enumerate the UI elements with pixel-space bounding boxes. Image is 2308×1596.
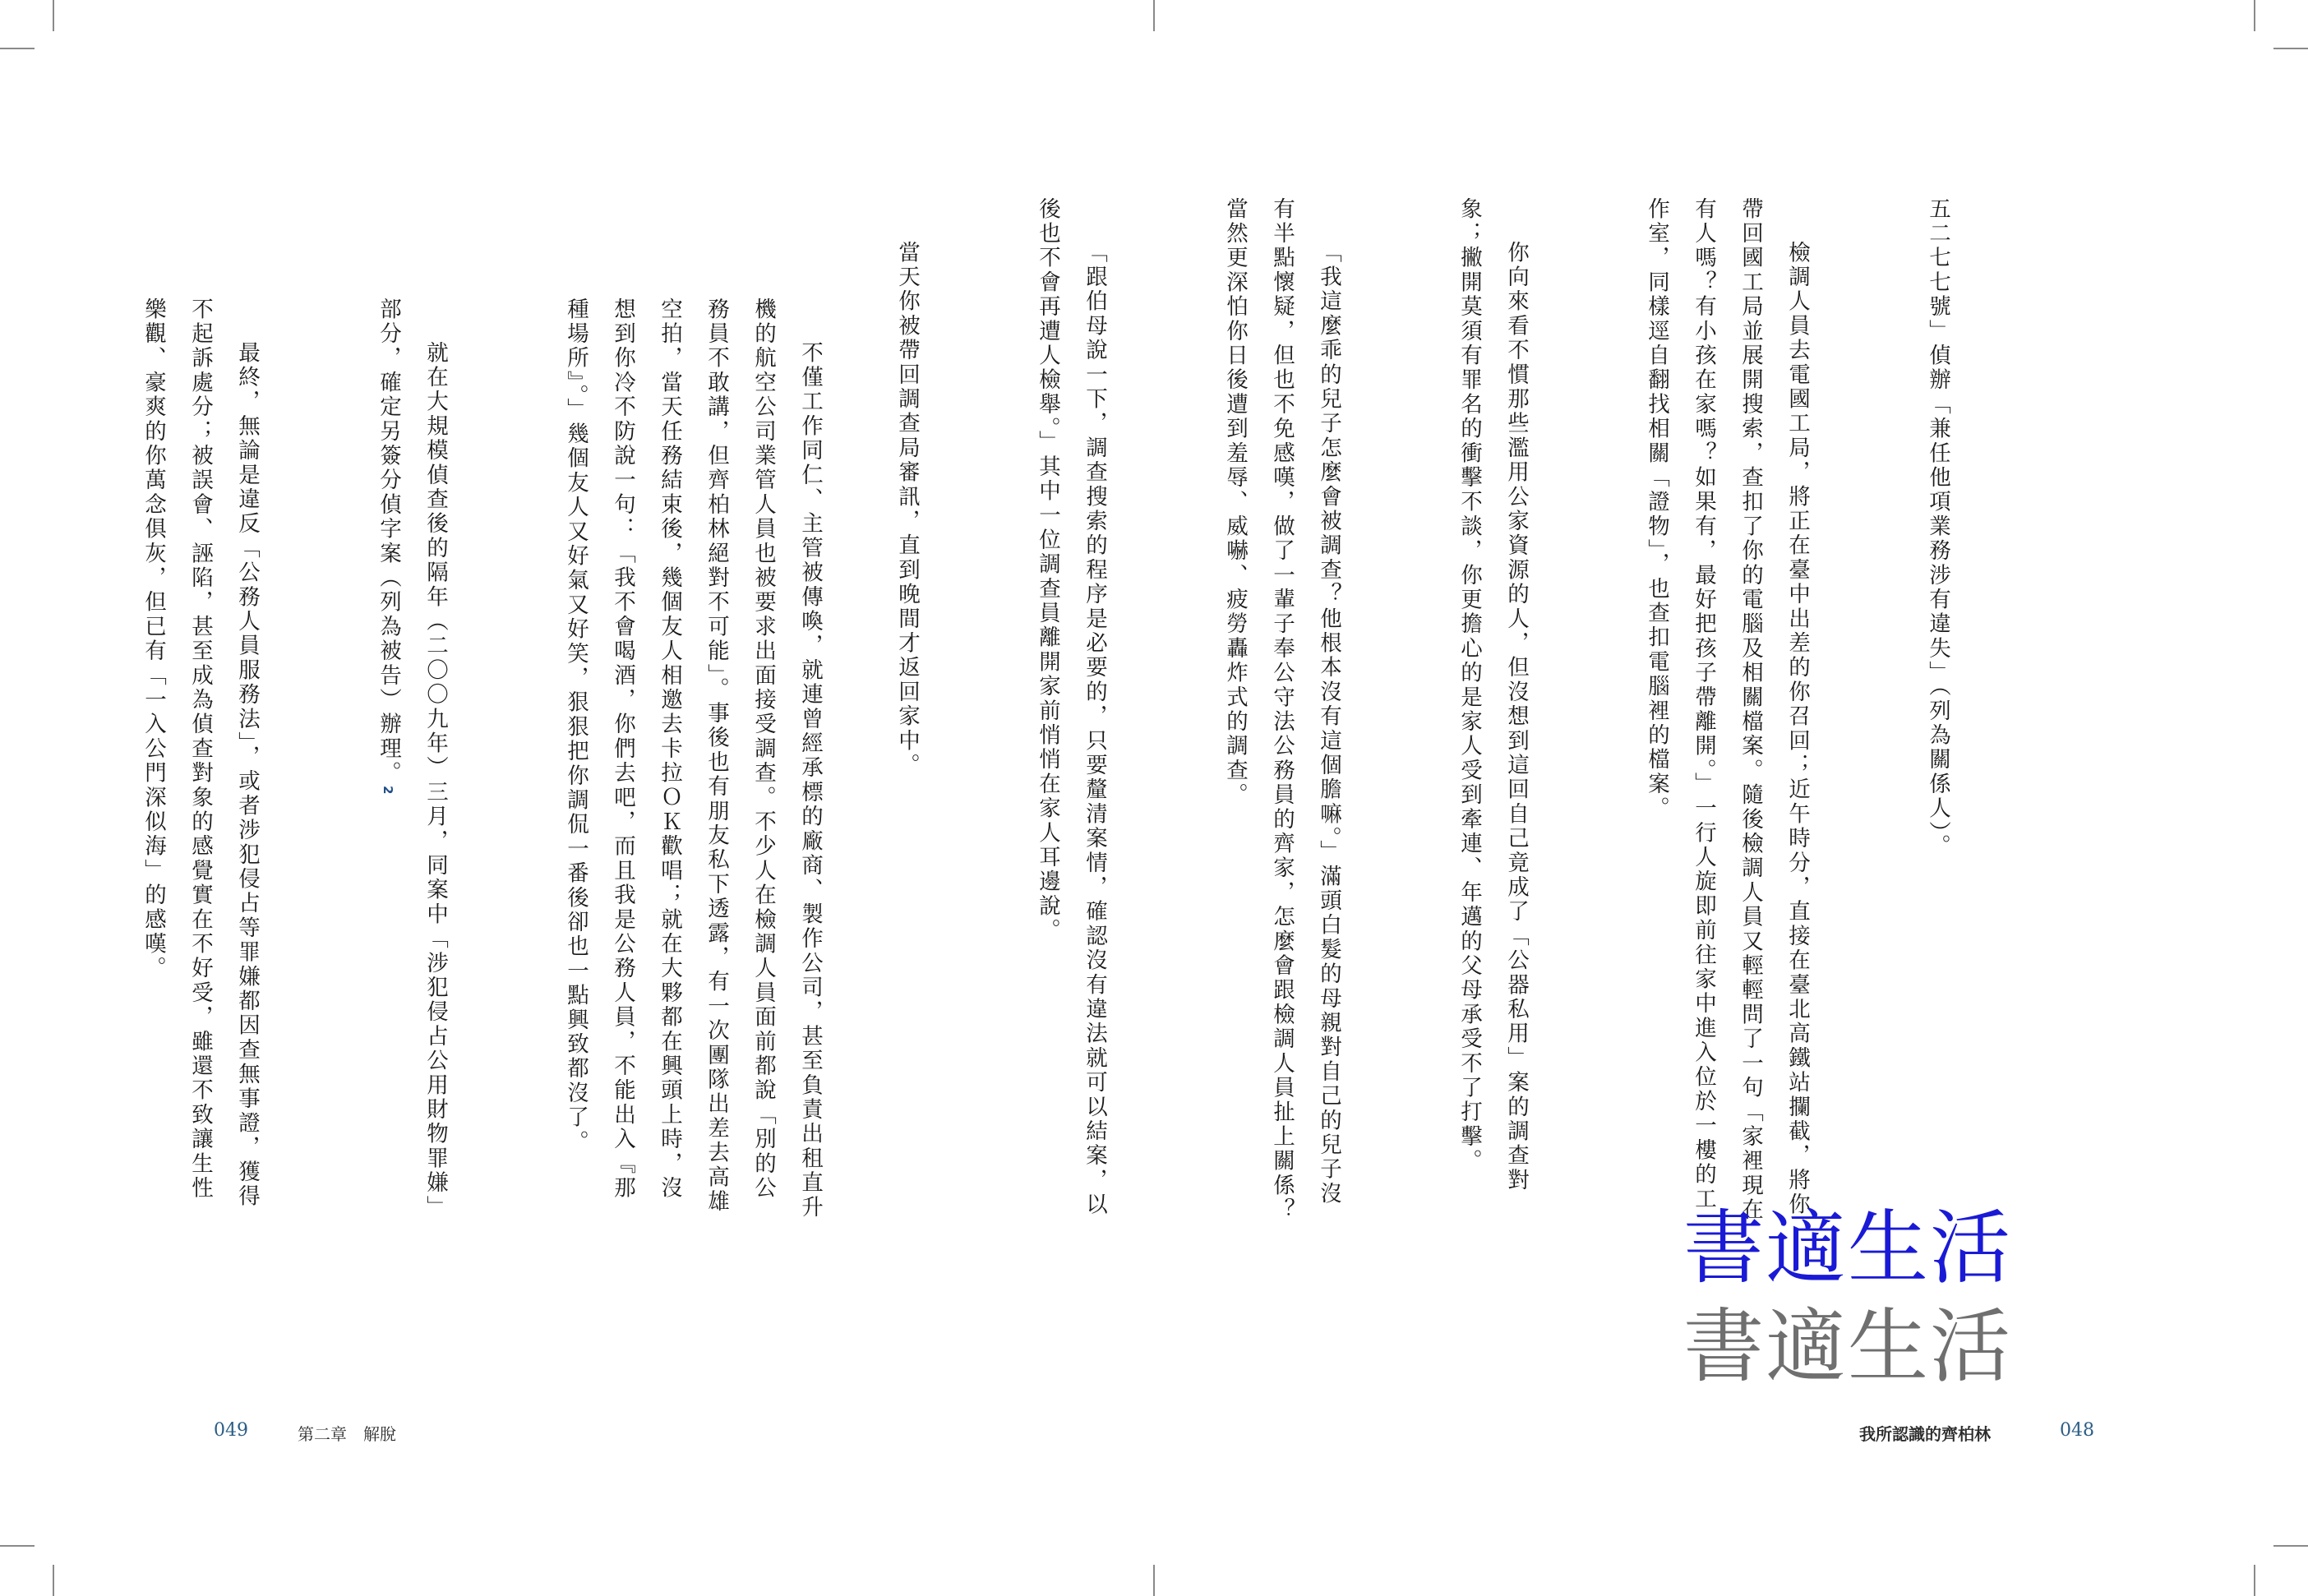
right-page-body: [894, 197, 2055, 1225]
page-number-left: 049: [214, 1420, 248, 1441]
paragraph: [364, 298, 459, 1222]
crop-mark: [0, 48, 35, 49]
crop-mark: [1153, 0, 1155, 31]
paragraph: 檢調人員去電國工局，將正在臺中出差的你召回；近午時分，直接在臺北高鐵站攔截，將你帶回國工局並展開搜索，查扣了你的電腦及相關檔案。隨後檢調人員又輕輕問了一句「家裡現在有人嗎？有小孩在家嗎？如果有，最好把孩子帶離開。」一行人旋即前往家中進入位於一樓的工作室，同樣逕自翻找相關「證物」，也查扣電腦裡的檔案。: [1644, 197, 1810, 1223]
crop-mark: [53, 0, 54, 31]
paragraph: 你向來看不慣那些濫用公家資源的人，但沒想到這回自己竟成了「公器私用」案的調查對象；撇開莫須有罪名的衝擊不談，你更擔心的是家人受到牽連、年邁的父母承受不了打擊。: [1456, 197, 1529, 1193]
crop-mark: [1153, 1565, 1155, 1596]
paragraph: 當天你被帶回調查局審訊，直到晚間才返回家中。: [894, 241, 920, 778]
crop-mark: [2273, 48, 2308, 49]
running-head-right: 我所認識的齊柏林: [1859, 1424, 1991, 1444]
running-head-left: 第二章 解脫: [298, 1424, 396, 1444]
paragraph: 「我這麼乖的兒子怎麼會被調查？他根本沒有這個膽嘛。」滿頭白髮的母親對自己的兒子沒有半點懷疑，但也不免感嘆，做了一輩子奉公守法公務員的齊家，怎麼會跟檢調人員扯上關係？當然更深怕你日後遭到羞辱、威嚇、疲勞轟炸式的調查。: [1222, 197, 1341, 1223]
paragraph: 五二七七號」偵辦「兼任他項業務涉有違失」（列為關係人）。: [1925, 197, 1950, 860]
paragraph: 不僅工作同仁、主管被傳喚，就連曾經承標的廠商、製作公司，甚至負責出租直升機的航空公司業管人員也被要求出面接受調查。不少人在檢調人員面前都說「別的公務員不敢講，但齊柏林絕對不可能」。事後也有朋友私下透露，有一次團隊出差去高雄空拍，當天任務結束後，幾個友人相邀去卡拉ＯＫ歡唱；就在大夥都在興頭上時，沒想到你冷不防說一句：「我不會喝酒，你們去吧，而且我是公務人員，不能出入『那種場所』。」幾個友人又好氣又好笑，狠狠把你調侃一番後卻也一點興致都沒了。: [563, 298, 823, 1220]
page-number-right: 048: [2060, 1420, 2094, 1441]
paragraph-text: 就在大規模偵查後的隔年（二〇〇九年）三月，同案中「涉犯侵占公用財物罪嫌」部分，確定另簽分偵字案（列為被告）辦理。: [376, 298, 448, 1220]
watermark-blue: 書適生活: [1683, 1202, 2013, 1295]
watermark-gray: 書適生活: [1683, 1300, 2013, 1394]
crop-mark: [2273, 1545, 2308, 1547]
crop-mark: [2254, 1565, 2255, 1596]
footnote-mark: 2: [381, 786, 395, 797]
crop-mark: [53, 1565, 54, 1596]
paragraph: 最終，無論是違反「公務人員服務法」，或者涉犯侵占等罪嫌都因查無事證，獲得不起訴處分；被誤會、誣陷，甚至成為偵查對象的感覺實在不好受，雖還不致讓生性樂觀、豪爽的你萬念俱灰，但已有「一入公門深似海」的感嘆。: [141, 298, 260, 1209]
crop-mark: [0, 1545, 35, 1547]
crop-mark: [2254, 0, 2255, 31]
paragraph: 「跟伯母說一下，調查搜索的程序是必要的，只要釐清案情，確認沒有違法就可以結案，以後也不會再遭人檢舉。」其中一位調查員離開家前悄悄在家人耳邊說。: [1035, 197, 1107, 1217]
